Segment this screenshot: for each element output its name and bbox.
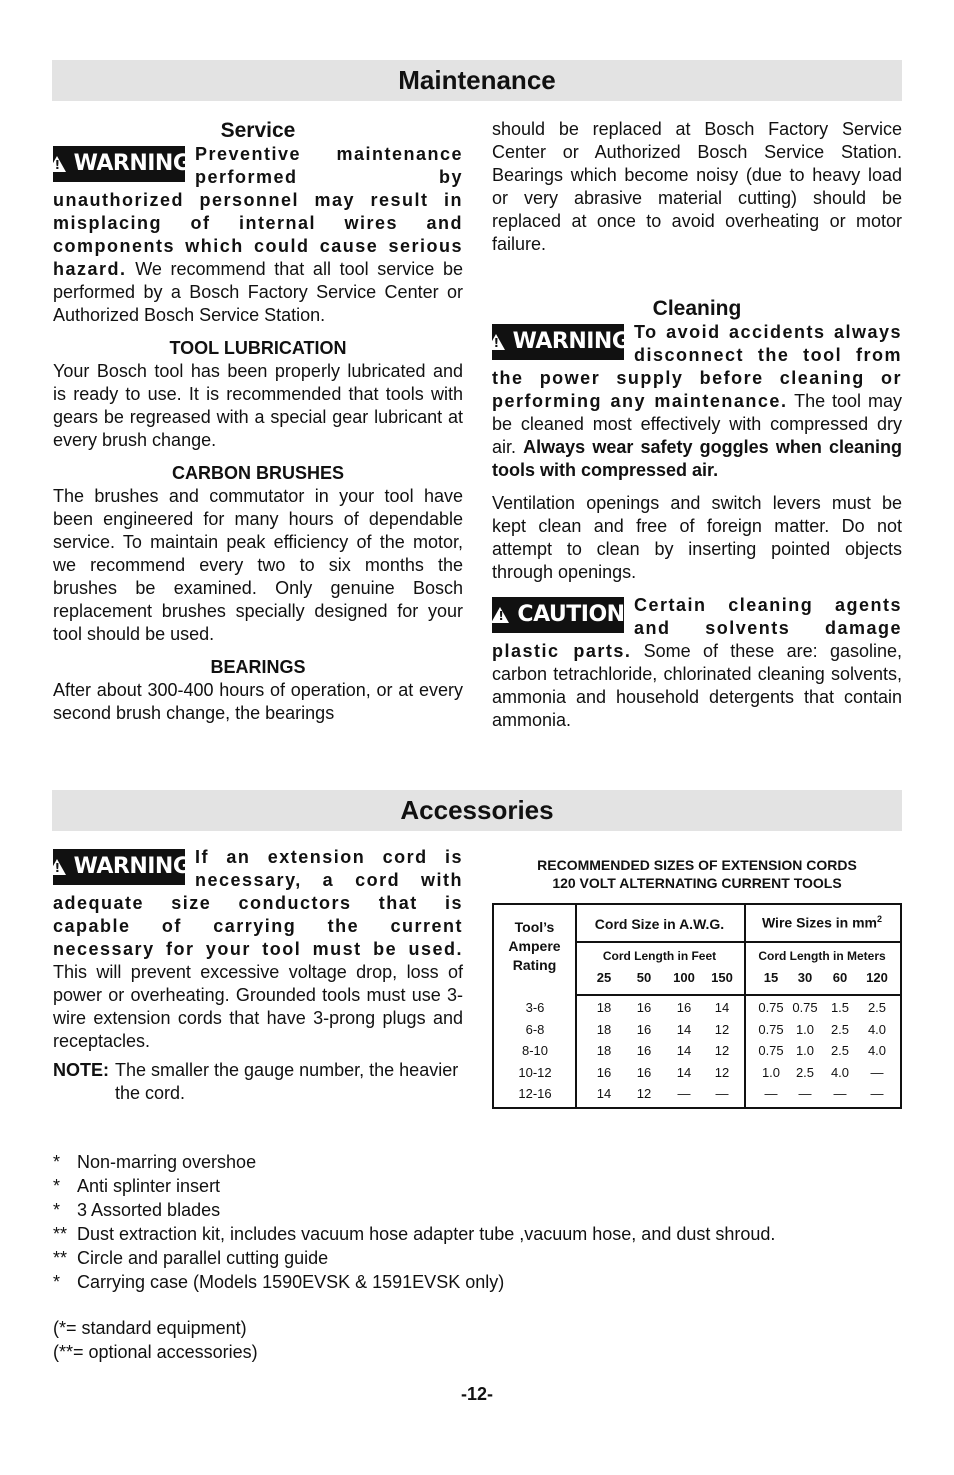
legend — [53, 1316, 258, 1364]
list-item-mark: * — [53, 1176, 61, 1196]
mm-cell: 2.5 — [867, 1000, 887, 1015]
rating-cell: 12-16 — [518, 1086, 552, 1101]
bearings-heading: BEARINGS — [210, 657, 306, 677]
awg-cell: — — [715, 1086, 729, 1101]
awg-cell: 14 — [596, 1086, 612, 1101]
table-title-line2: 120 VOLT ALTERNATING CURRENT TOOLS — [552, 875, 842, 891]
accessories-warning-bold: If an extension cord is necessary, a cord with adequate size conductors that is capable of carrying the current necessary for your tool must be used. — [53, 847, 463, 959]
maintenance-left-column — [53, 118, 463, 725]
feet-header: Cord Length in Feet — [602, 949, 717, 963]
carbon-brushes-text: The brushes and commutator in your tool have been engineered for many hours of dependable service. To maintain peak efficiency of the motor, we recommend every two to six months the brushes be examined. Only genuine Bosch replacement brushes specially designed for your tool should be used. — [53, 486, 463, 644]
rating-cell: 8-10 — [521, 1043, 549, 1058]
mm-cell: 4.0 — [867, 1021, 887, 1037]
list-item-mark: * — [53, 1200, 61, 1220]
rating-cell: 3-6 — [525, 1000, 545, 1015]
service-heading: Service — [220, 119, 296, 142]
mm-cell: 0.75 — [792, 1000, 818, 1015]
awg-cell: 14 — [676, 1043, 692, 1058]
list-item-text: Anti splinter insert — [77, 1176, 221, 1196]
note-text: The smaller the gauge number, the heavier the cord. — [115, 1060, 459, 1103]
maintenance-title: Maintenance — [52, 60, 902, 101]
maintenance-right-column — [492, 118, 902, 732]
table-title-line1: RECOMMENDED SIZES OF EXTENSION CORDS — [537, 857, 857, 873]
list-item-text: Non-marring overshoe — [77, 1152, 257, 1172]
feet-value: 100 — [673, 970, 695, 985]
caution-text: Some of these are: gasoline, carbon tetrachloride, chlorinated cleaning solvents, ammonia and household detergents that contain ammonia. — [492, 641, 902, 730]
awg-cell: 16 — [636, 1064, 652, 1080]
rating-cell: 10-12 — [518, 1064, 552, 1080]
list-item — [53, 1270, 775, 1294]
awg-cell: 14 — [714, 1000, 730, 1015]
awg-cell: — — [677, 1086, 691, 1101]
warning-triangle-icon: ! — [48, 156, 66, 172]
awg-cell: 18 — [596, 1043, 612, 1058]
mm-cell: 4.0 — [867, 1043, 887, 1058]
bearings-text-continued: should be replaced at Bosch Factory Service Center or Authorized Bosch Service Station. Bearings which become noisy (due to heavy load or very abrasive material cutting) should be replaced at once to avoid overheating or motor failure. — [492, 119, 902, 254]
list-item-mark: ** — [53, 1248, 68, 1268]
mm-cell: 1.0 — [795, 1021, 815, 1037]
list-item-text: Circle and parallel cutting guide — [77, 1248, 329, 1268]
table-title — [492, 856, 902, 892]
mm-cell: 0.75 — [758, 1000, 784, 1015]
legend-standard: (*= standard equipment) — [53, 1318, 247, 1338]
note — [53, 1059, 463, 1105]
feet-value: 25 — [596, 970, 612, 985]
accessories-title: Accessories — [52, 790, 902, 831]
accessories-warning-text: This will prevent excessive voltage drop, loss of power or overheating. Grounded tools must use 3-wire extension cords that have 3-prong plugs and receptacles. — [53, 962, 463, 1051]
list-item-mark: * — [53, 1152, 61, 1172]
awg-cell: 14 — [676, 1064, 692, 1080]
mm-cell: — — [798, 1086, 812, 1101]
meters-value: 120 — [866, 970, 888, 985]
warning-triangle-icon: ! — [487, 334, 505, 350]
mm-cell: 1.0 — [761, 1064, 781, 1080]
caution-paragraph — [492, 594, 902, 732]
list-item — [53, 1198, 775, 1222]
mm-cell: 4.0 — [830, 1064, 850, 1080]
awg-cell: 16 — [676, 1000, 692, 1015]
warning-badge: ! WARNING — [53, 146, 185, 182]
accessories-list — [53, 1150, 775, 1294]
mm-cell: 2.5 — [830, 1043, 850, 1058]
awg-cell: 18 — [596, 1000, 612, 1015]
awg-cell: 16 — [596, 1064, 612, 1080]
tool-rating-header: Tool’s Ampere Rating — [508, 919, 561, 973]
ventilation-text: Ventilation openings and switch levers must be kept clean and free of foreign matter. Do not attempt to clean by inserting pointed objects through openings. — [492, 493, 902, 582]
awg-cell: 12 — [714, 1021, 730, 1037]
awg-cell: 12 — [714, 1064, 730, 1080]
mm-cell: 2.5 — [795, 1064, 815, 1080]
service-warning-bold: Preventive maintenance performed by unauthorized personnel may result in misplacing of internal wires and components which could cause serious hazard. — [53, 144, 463, 279]
list-item — [53, 1246, 775, 1270]
cleaning-warning-text: The tool may be cleaned most effectively with compressed dry air. — [492, 391, 902, 457]
warning-badge: ! WARNING — [492, 324, 624, 360]
mm-cell: 1.0 — [795, 1043, 815, 1058]
mm-cell: — — [764, 1086, 778, 1101]
tool-lubrication-heading: TOOL LUBRICATION — [169, 338, 347, 358]
mm-cell: 2.5 — [830, 1021, 850, 1037]
meters-value: 60 — [832, 970, 848, 985]
awg-cell: 12 — [636, 1086, 652, 1101]
list-item-mark: ** — [53, 1224, 68, 1244]
service-warning-text: We recommend that all tool service be performed by a Bosch Factory Service Center or Authorized Bosch Service Station. — [53, 259, 463, 325]
list-item-mark: * — [53, 1272, 61, 1292]
list-item-text: Carrying case (Models 1590EVSK & 1591EVSK only) — [77, 1272, 505, 1292]
cleaning-warning-bold: To avoid accidents always disconnect the tool from the power supply before cleaning or performing any maintenance. — [492, 322, 902, 411]
feet-value: 50 — [636, 970, 652, 985]
awg-cell: 14 — [676, 1021, 692, 1037]
accessories-warning-column — [53, 846, 463, 1105]
caution-bold: Certain cleaning agents and solvents damage plastic parts. — [492, 595, 902, 661]
caution-badge: ! CAUTION — [492, 597, 624, 633]
warning-triangle-icon: ! — [48, 859, 66, 875]
rating-cell: 6-8 — [525, 1021, 545, 1037]
awg-header: Cord Size in A.W.G. — [594, 916, 725, 932]
service-warning-paragraph — [53, 143, 463, 327]
awg-cell: 12 — [714, 1043, 730, 1058]
feet-value: 150 — [711, 970, 733, 985]
mm-cell: — — [833, 1086, 847, 1101]
mm-header: Wire Sizes in $mm^2$ — [761, 914, 883, 931]
mm-cell: 0.75 — [758, 1021, 784, 1037]
mm-cell: — — [870, 1064, 884, 1080]
list-item — [53, 1174, 775, 1198]
meters-value: 15 — [763, 970, 779, 985]
note-label: NOTE: — [53, 1060, 109, 1080]
list-item-text: Dust extraction kit, includes vacuum hose adapter tube ,vacuum hose, and dust shroud. — [77, 1224, 776, 1244]
mm-cell: 0.75 — [758, 1043, 784, 1058]
warning-badge: ! WARNING — [53, 849, 185, 885]
list-item — [53, 1150, 775, 1174]
page-number: -12- — [460, 1384, 493, 1404]
cleaning-warning-paragraph — [492, 321, 902, 482]
awg-cell: 16 — [636, 1043, 652, 1058]
cleaning-warning-bold2: Always wear safety goggles when cleaning tools with compressed air. — [492, 437, 902, 480]
mm-cell: 1.5 — [830, 1000, 850, 1015]
accessories-warning-paragraph — [53, 846, 463, 1053]
legend-optional: (**= optional accessories) — [53, 1342, 258, 1362]
awg-cell: 16 — [636, 1021, 652, 1037]
tool-lubrication-text: Your Bosch tool has been properly lubricated and is ready to use. It is recommended that tools with gears be regreased with a special gear lubricant at every brush change. — [53, 361, 463, 450]
cleaning-heading: Cleaning — [652, 297, 742, 320]
extension-cord-table — [492, 903, 902, 1109]
meters-header: Cord Length in Meters — [758, 949, 886, 963]
list-item — [53, 1222, 775, 1246]
awg-cell: 16 — [636, 1000, 652, 1015]
meters-value: 30 — [797, 970, 813, 985]
list-item-text: 3 Assorted blades — [77, 1200, 221, 1220]
awg-cell: 18 — [596, 1021, 612, 1037]
bearings-text: After about 300-400 hours of operation, or at every second brush change, the bearings — [53, 680, 463, 723]
carbon-brushes-heading: CARBON BRUSHES — [171, 463, 344, 483]
mm-cell: — — [870, 1086, 884, 1101]
warning-triangle-icon: ! — [491, 607, 509, 623]
